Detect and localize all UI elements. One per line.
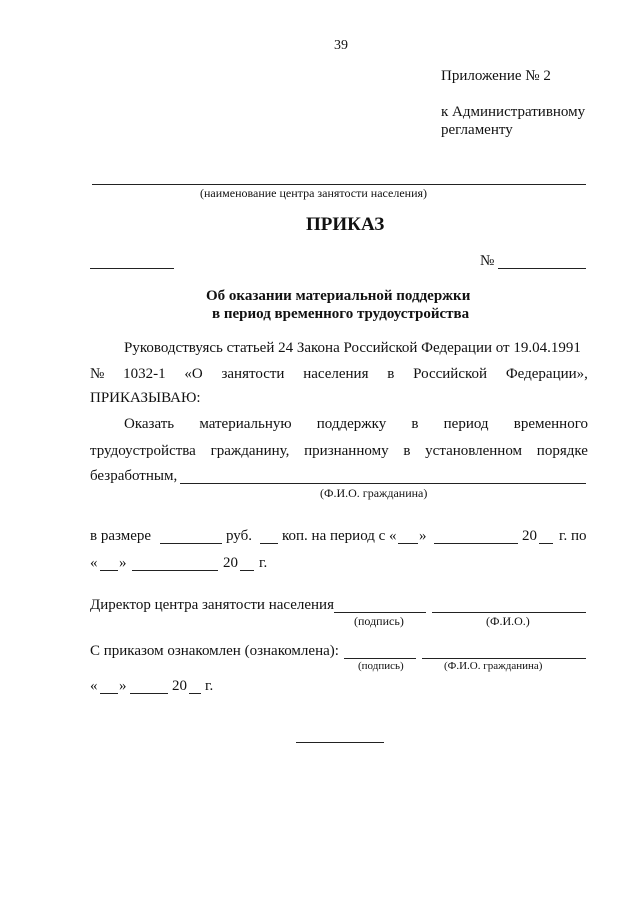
word: населения (303, 366, 369, 382)
period-from-label: коп. на период с « (282, 528, 397, 544)
from-month-blank-line (434, 543, 518, 544)
word: признанному (304, 443, 389, 459)
citizen-fio-blank-line (422, 658, 586, 659)
word: Федерации», (505, 366, 588, 382)
center-name-caption: (наименование центра занятости населения) (200, 186, 428, 200)
word: трудоустройства (90, 443, 196, 459)
amount-label: в размере (90, 528, 152, 544)
closing-separator (296, 742, 384, 743)
rub-label: руб. (226, 528, 252, 544)
appendix-reference-line1: к Административному (441, 104, 586, 120)
word: в (411, 416, 419, 432)
acquainted-label: С приказом ознакомлен (ознакомлена): (90, 643, 339, 659)
from-day-close-quote: » (419, 528, 427, 544)
from-year-blank-line (539, 543, 553, 544)
citizen-signature-blank-line (344, 658, 416, 659)
word: период (443, 416, 489, 432)
paragraph-order-line3: безработным, (90, 468, 178, 484)
director-signature-blank-line (334, 612, 426, 613)
paragraph-legal-basis-line1: Руководствуясь статьей 24 Закона Российской Федерации от 19.04.1991 (124, 340, 581, 356)
appendix-reference-line2: регламенту (441, 122, 513, 138)
order-subject-line1: Об оказании материальной поддержки (206, 288, 471, 304)
paragraph-legal-basis-line2 (90, 366, 588, 383)
to-year-suffix: г. (259, 555, 268, 571)
word: Российской (413, 366, 488, 382)
word: установленном (425, 443, 523, 459)
director-fio-blank-line (432, 612, 586, 613)
word: в (403, 443, 411, 459)
appendix-number: Приложение № 2 (441, 68, 551, 84)
order-subject-line2: в период временного трудоустройства (212, 306, 470, 322)
word: Оказать (124, 416, 175, 432)
word: материальную (199, 416, 292, 432)
citizen-fio-caption: (Ф.И.О. гражданина) (444, 660, 543, 672)
word: 1032-1 (123, 366, 166, 382)
word: поддержку (316, 416, 387, 432)
order-number-blank-line (498, 268, 586, 269)
to-year-blank-line (240, 570, 254, 571)
order-number-label: № (480, 253, 495, 269)
word: в (387, 366, 395, 382)
word: № (90, 366, 105, 382)
order-date-blank-line (90, 268, 174, 269)
order-title: ПРИКАЗ (306, 214, 385, 235)
ack-year-prefix: 20 (172, 678, 187, 694)
from-year-prefix: 20 (522, 528, 537, 544)
to-day-blank-line (100, 570, 118, 571)
to-day-close-quote: » (119, 555, 127, 571)
ack-day-blank-line (100, 693, 118, 694)
citizen-signature-caption: (подпись) (358, 660, 404, 672)
director-signature-caption: (подпись) (354, 614, 404, 628)
word: временного (513, 416, 588, 432)
paragraph-order-line1 (124, 416, 588, 433)
word: «О (184, 366, 203, 382)
center-name-blank-line (92, 184, 586, 185)
ack-year-suffix: г. (205, 678, 214, 694)
order-directive: ПРИКАЗЫВАЮ: (90, 390, 201, 406)
word: порядке (536, 443, 588, 459)
to-year-prefix: 20 (223, 555, 238, 571)
ack-date-open-quote: « (90, 678, 98, 694)
word: занятости (221, 366, 285, 382)
from-day-blank-line (398, 543, 418, 544)
period-to-label: г. по (559, 528, 587, 544)
ack-month-blank-line (130, 693, 168, 694)
ack-year-blank-line (189, 693, 201, 694)
word: гражданину, (210, 443, 290, 459)
director-label: Директор центра занятости населения (90, 597, 334, 613)
to-day-open-quote: « (90, 555, 98, 571)
kop-blank-line (260, 543, 278, 544)
citizen-name-blank-line (180, 483, 586, 484)
citizen-name-caption: (Ф.И.О. гражданина) (320, 486, 428, 500)
rub-blank-line (160, 543, 222, 544)
director-fio-caption: (Ф.И.О.) (486, 614, 530, 628)
paragraph-order-line2 (90, 443, 588, 460)
to-month-blank-line (132, 570, 218, 571)
ack-date-close-quote: » (119, 678, 127, 694)
page-number: 39 (334, 38, 348, 53)
